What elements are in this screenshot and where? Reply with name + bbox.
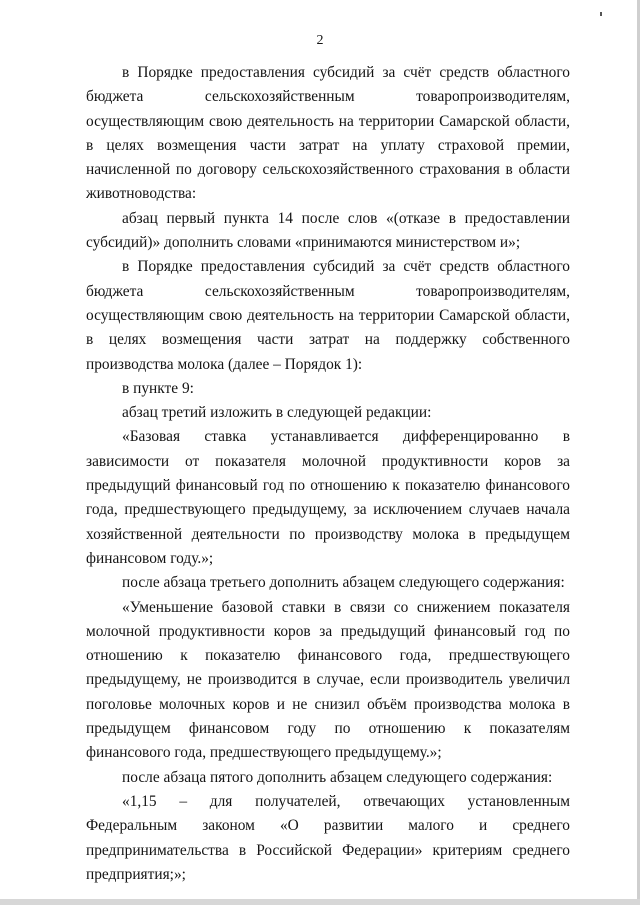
document-body bbox=[86, 61, 570, 887]
paragraph: в Порядке предоставления субсидий за счёт средств областного бюджета сельскохозяйственным товаропроизводителям, осуществляющим свою деятельность на территории Самарской области, в целях возмещения части затрат на уплату страховой премии, начисленной по договору сельскохозяйственного страхования в области животноводства: bbox=[86, 64, 570, 203]
paragraph: в пункте 9: bbox=[122, 379, 194, 397]
paragraph: абзац первый пункта 14 после слов «(отказе в предоставлении субсидий)» дополнить словами «принимаются министерством и»; bbox=[86, 209, 570, 252]
paragraph: «Базовая ставка устанавливается дифференцированно в зависимости от показателя молочной продуктивности коров за предыдущий финансовый год по отношению к показателю финансового года, предшествующего предыдущему, за исключением случаев начала хозяйственной деятельности по производству молока в предыдущем финансовом году.»; bbox=[86, 428, 570, 567]
paragraph: после абзаца третьего дополнить абзацем следующего содержания: bbox=[122, 574, 565, 592]
paragraph: в Порядке предоставления субсидий за счёт средств областного бюджета сельскохозяйственным товаропроизводителям, осуществляющим свою деятельность на территории Самарской области, в целях возмещения части затрат на поддержку собственного производства молока (далее – Порядок 1): bbox=[86, 258, 570, 373]
scan-bottom-border bbox=[0, 899, 640, 905]
page-number: 2 bbox=[316, 33, 324, 48]
paragraph: после абзаца пятого дополнить абзацем следующего содержания: bbox=[122, 768, 553, 786]
paragraph: «1,15 – для получателей, отвечающих установленным Федеральным законом «О развитии малого и среднего предпринимательства в Российской Федерации» критериям среднего предприятия;»; bbox=[86, 792, 570, 883]
scan-speck bbox=[600, 12, 602, 16]
paragraph: «Уменьшение базовой ставки в связи со снижением показателя молочной продуктивности коров за предыдущий финансовый год по отношению к показателю финансового года, предшествующего предыдущему, не производится в случае, если производитель увеличил поголовье молочных коров и не снизил объём производства молока в предыдущем финансовом году по отношению к показателям финансового года, предшествующего предыдущему.»; bbox=[86, 598, 570, 762]
paragraph: абзац третий изложить в следующей редакции: bbox=[122, 404, 432, 422]
